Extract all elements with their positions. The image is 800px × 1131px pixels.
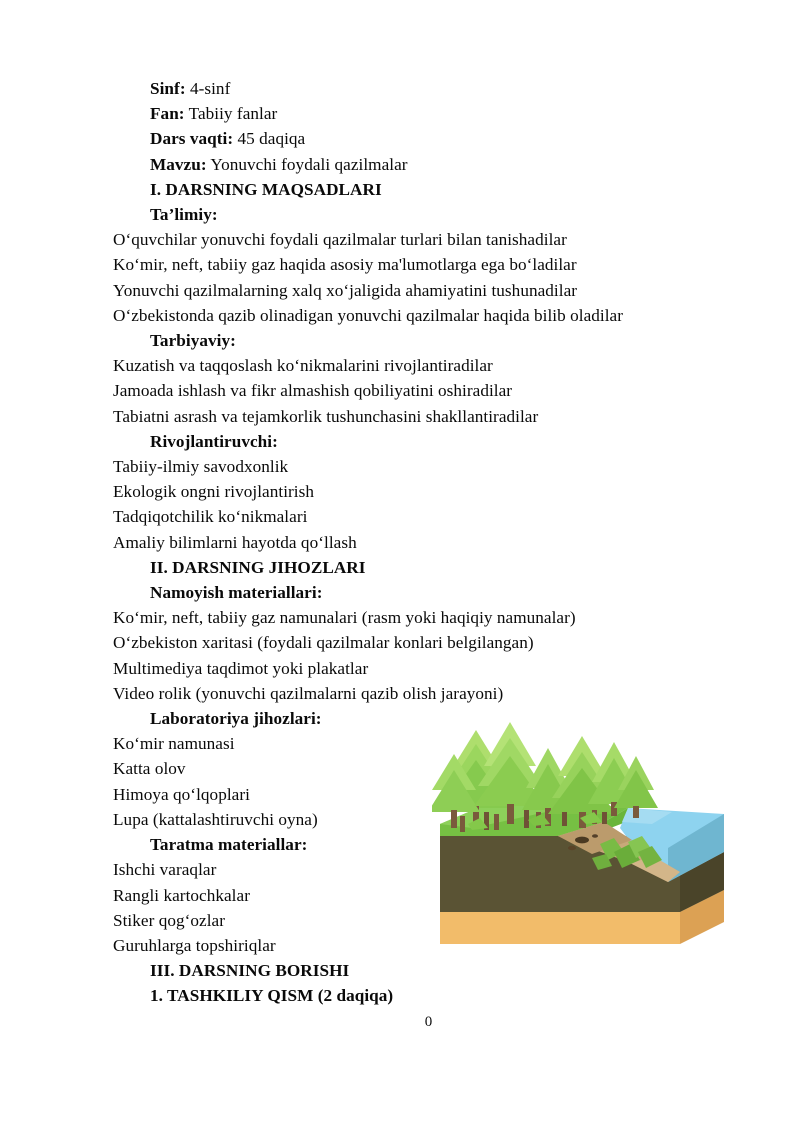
tree-trunk bbox=[451, 810, 457, 828]
tree-trunk bbox=[460, 816, 465, 832]
section-heading-3: III. DARSNING BORISHI bbox=[150, 961, 350, 981]
tree-trunk bbox=[633, 806, 639, 818]
meta-label-dars-vaqti: Dars vaqti: bbox=[150, 129, 234, 149]
meta-value-fan: Tabiiy fanlar bbox=[184, 104, 278, 124]
bank-debris bbox=[592, 834, 598, 838]
meta-value-dars-vaqti: 45 daqiqa bbox=[233, 129, 306, 149]
namoyish-item: Multimediya taqdimot yoki plakatlar bbox=[113, 658, 369, 678]
meta-line-fan bbox=[113, 101, 713, 126]
laboratoriya-item: Himoya qoʻlqoplari bbox=[113, 784, 250, 804]
talimiy-item: Koʻmir, neft, tabiiy gaz haqida asosiy ma'lumotlarga ega boʻladilar bbox=[113, 255, 577, 275]
taratma-item: Guruhlarga topshiriqlar bbox=[113, 935, 276, 955]
subheading-rivojlantiruvchi: Rivojlantiruvchi: bbox=[150, 431, 278, 451]
section-heading-2: II. DARSNING JIHOZLARI bbox=[150, 557, 366, 577]
geology-cross-section-illustration bbox=[432, 712, 742, 956]
tarbiyaviy-item: Tabiatni asrash va tejamkorlik tushunchasini shakllantiradilar bbox=[113, 406, 539, 426]
rivojlantiruvchi-item: Tadqiqotchilik koʻnikmalari bbox=[113, 507, 308, 527]
subheading-taratma: Taratma materiallar: bbox=[150, 835, 308, 855]
laboratoriya-item: Koʻmir namunasi bbox=[113, 734, 235, 754]
meta-value-mavzu: Yonuvchi foydali qazilmalar bbox=[206, 154, 408, 174]
tree-trunk bbox=[602, 812, 607, 824]
namoyish-item: Video rolik (yonuvchi qazilmalarni qazib olish jarayoni) bbox=[113, 683, 504, 703]
talimiy-item: Oʻquvchilar yonuvchi foydali qazilmalar turlari bilan tanishadilar bbox=[113, 230, 567, 250]
subheading-tarbiyaviy: Tarbiyaviy: bbox=[150, 331, 236, 351]
bedrock-front-face bbox=[440, 912, 680, 944]
talimiy-item: Oʻzbekistonda qazib olinadigan yonuvchi qazilmalar haqida bilib oladilar bbox=[113, 305, 623, 325]
rivojlantiruvchi-item: Tabiiy-ilmiy savodxonlik bbox=[113, 457, 289, 477]
meta-label-fan: Fan: bbox=[150, 104, 185, 124]
tree-trunk bbox=[562, 812, 567, 826]
rivojlantiruvchi-item: Amaliy bilimlarni hayotda qoʻllash bbox=[113, 532, 357, 552]
meta-value-sinf: 4-sinf bbox=[185, 79, 231, 98]
meta-line-dars-vaqti bbox=[113, 126, 713, 151]
rivojlantiruvchi-item: Ekologik ongni rivojlantirish bbox=[113, 482, 315, 502]
subheading-laboratoriya: Laboratoriya jihozlari: bbox=[150, 709, 322, 729]
subheading-namoyish: Namoyish materiallari: bbox=[150, 583, 323, 603]
taratma-item: Ishchi varaqlar bbox=[113, 860, 217, 880]
section-subheading-3: 1. TASHKILIY QISM (2 daqiqa) bbox=[150, 986, 394, 1006]
tarbiyaviy-item: Kuzatish va taqqoslash koʻnikmalarini rivojlantiradilar bbox=[113, 356, 493, 376]
meta-line-mavzu bbox=[113, 152, 713, 177]
laboratoriya-item: Lupa (kattalashtiruvchi oyna) bbox=[113, 809, 318, 829]
meta-label-mavzu: Mavzu: bbox=[150, 154, 207, 174]
laboratoriya-item: Katta olov bbox=[113, 759, 186, 779]
tarbiyaviy-item: Jamoada ishlash va fikr almashish qobiliyatini oshiradilar bbox=[113, 381, 513, 401]
page-number: 0 bbox=[424, 1014, 433, 1030]
geology-cross-section-svg bbox=[432, 712, 742, 956]
namoyish-item: Oʻzbekiston xaritasi (foydali qazilmalar konlari belgilangan) bbox=[113, 633, 534, 653]
meta-line-sinf bbox=[113, 76, 713, 101]
tree-trunk bbox=[524, 810, 529, 828]
talimiy-item: Yonuvchi qazilmalarning xalq xoʻjaligida ahamiyatini tushunadilar bbox=[113, 280, 578, 300]
tree-trunk bbox=[507, 804, 514, 824]
taratma-item: Rangli kartochkalar bbox=[113, 885, 250, 905]
subheading-talimiy: Ta’limiy: bbox=[150, 205, 218, 225]
section-heading-1: I. DARSNING MAQSADLARI bbox=[150, 179, 382, 199]
bank-debris bbox=[568, 846, 576, 850]
namoyish-item: Koʻmir, neft, tabiiy gaz namunalari (rasm yoki haqiqiy namunalar) bbox=[113, 608, 576, 628]
tree-trunk bbox=[494, 814, 499, 830]
tree-trunk bbox=[611, 802, 617, 816]
bank-burrow-hole bbox=[575, 837, 589, 844]
meta-label-sinf: Sinf: bbox=[150, 79, 186, 98]
taratma-item: Stiker qogʻozlar bbox=[113, 910, 226, 930]
